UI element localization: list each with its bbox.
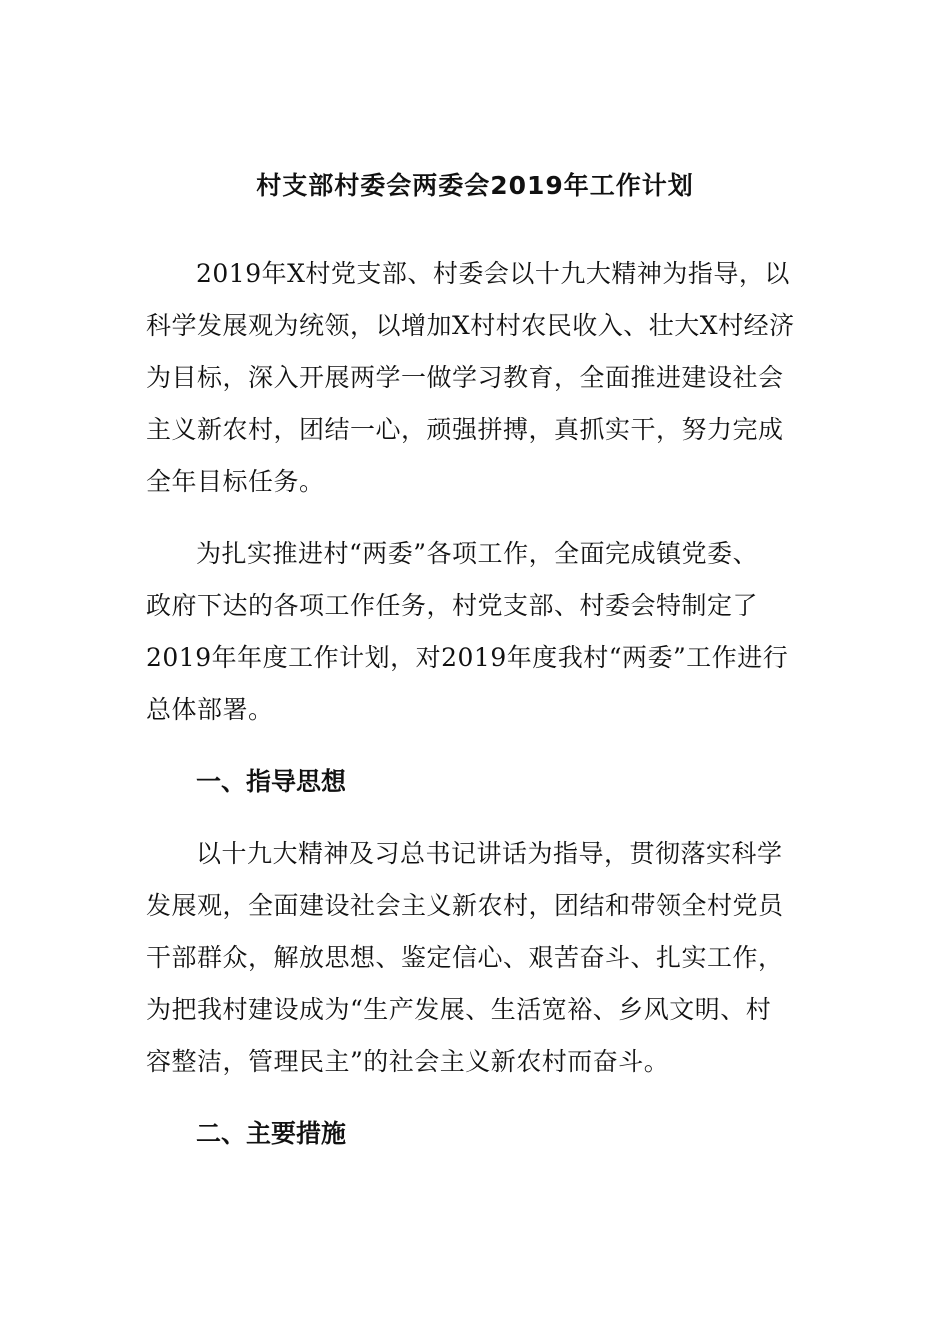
text-line: 发展观，全面建设社会主义新农村，团结和带领全村党员 bbox=[146, 891, 784, 920]
text-line: 容整洁，管理民主”的社会主义新农村而奋斗。 bbox=[146, 1047, 670, 1076]
section-heading-main-measures: 二、主要措施 bbox=[196, 1119, 347, 1148]
text-line: 为目标，深入开展两学一做学习教育，全面推进建设社会 bbox=[146, 363, 784, 392]
text-line: 政府下达的各项工作任务，村党支部、村委会特制定了 bbox=[146, 591, 759, 620]
text-line: 为把我村建设成为“生产发展、生活宽裕、乡风文明、村 bbox=[146, 995, 772, 1024]
text-line: 干部群众，解放思想、鉴定信心、艰苦奋斗、扎实工作， bbox=[146, 943, 784, 972]
text-line: 主义新农村，团结一心，顽强拼搏，真抓实干，努力完成 bbox=[146, 415, 784, 444]
text-line: 总体部署。 bbox=[146, 695, 274, 724]
text-line: 为扎实推进村“两委”各项工作，全面完成镇党委、 bbox=[196, 539, 759, 568]
text-line: 2019年年度工作计划，对2019年度我村“两委”工作进行 bbox=[146, 643, 789, 672]
text-line: 2019年X村党支部、村委会以十九大精神为指导，以 bbox=[196, 259, 790, 288]
text-line: 全年目标任务。 bbox=[146, 467, 325, 496]
text-line: 科学发展观为统领，以增加X村村农民收入、壮大X村经济 bbox=[146, 311, 795, 340]
paragraph-purpose bbox=[146, 528, 806, 736]
paragraph-guiding-thought bbox=[146, 828, 806, 1088]
text-line: 以十九大精神及习总书记讲话为指导，贯彻落实科学 bbox=[196, 839, 783, 868]
document-body bbox=[146, 248, 806, 1180]
paragraph-intro bbox=[146, 248, 806, 508]
document-title: 村支部村委会两委会2019年工作计划 bbox=[256, 171, 694, 200]
section-heading-guiding-thought: 一、指导思想 bbox=[196, 767, 347, 796]
